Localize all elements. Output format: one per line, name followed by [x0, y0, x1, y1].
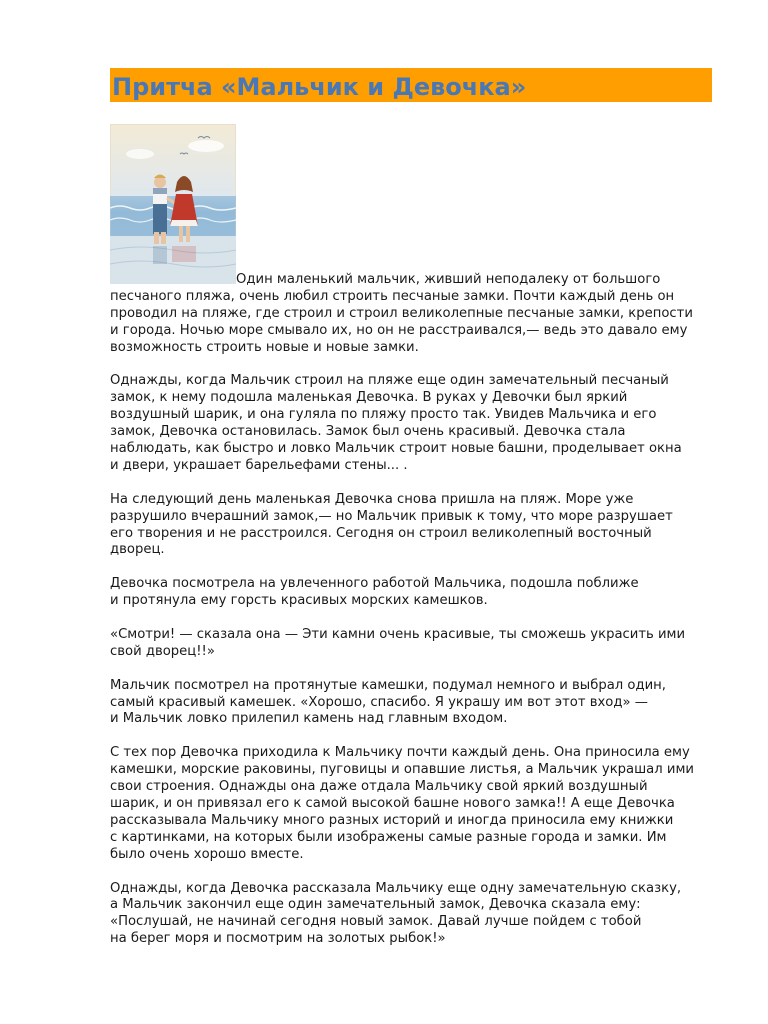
- paragraph: «Смотри! — сказала она — Эти камни очень красивые, ты сможешь украсить ими свой дворец!!»: [110, 626, 686, 659]
- story-text: [110, 272, 710, 965]
- paragraph: Мальчик посмотрел на протянутые камешки, подумал немного и выбрал один, самый красивый камешек. «Хорошо, спасибо. Я украшу им вот этот вход» — и Мальчик ловко прилепил камень над главным входом.: [110, 677, 666, 727]
- paragraph: Один маленький мальчик, живший неподалеку от большого песчаного пляжа, очень любил строить песчаные замки. Почти каждый день он проводил на пляже, где строил и строил великолепные песчаные замки, крепости и города. Ночью море смывало их, но он не расстраивался,— ведь это давало ему возможность строить новые и новые замки.: [110, 272, 693, 355]
- paragraph: Девочка посмотрела на увлеченного работой Мальчика, подошла поближе и протянула ему горсть красивых морских камешков.: [110, 576, 639, 609]
- paragraph: Однажды, когда Мальчик строил на пляже еще один замечательный песчаный замок, к нему подошла маленькая Девочка. В руках у Девочки был яркий воздушный шарик, и она гуляла по пляжу просто так. Увидев Мальчика и его замок, Девочка остановилась. Замок был очень красивый. Девочка стала наблюдать, как быстро и ловко Мальчик строит новые башни, проделывает окна и двери, украшает барельефами стены... .: [110, 373, 682, 473]
- paragraph: Однажды, когда Девочка рассказала Мальчику еще одну замечательную сказку, а Мальчик закончил еще один замечательный замок, Девочка сказала ему: «Послушай, не начинай сегодня новый замок. Давай лучше пойдем с тобой на берег моря и посмотрим на золотых рыбок!»: [110, 880, 682, 947]
- paragraph: С тех пор Девочка приходила к Мальчику почти каждый день. Она приносила ему камешки, морские раковины, пуговицы и опавшие листья, а Мальчик украшал ими свои строения. Однажды она даже отдала Мальчику свой яркий воздушный шарик, и он привязал его к самой высокой башне нового замка!! А еще Девочка рассказывала Мальчику много разных историй и иногда приносила ему книжки с картинками, на которых были изображены самые разные города и замки. Им было очень хорошо вместе.: [110, 745, 694, 862]
- boy-and-girl-on-beach-picture: [110, 124, 236, 284]
- paragraph: На следующий день маленькая Девочка снова пришла на пляж. Море уже разрушило вчерашний замок,— но Мальчик привык к тому, что море разрушает его творения и не расстроился. Сегодня он строил великолепный восточный дворец.: [110, 491, 673, 558]
- page-title: Притча «Мальчик и Девочка»: [112, 73, 527, 101]
